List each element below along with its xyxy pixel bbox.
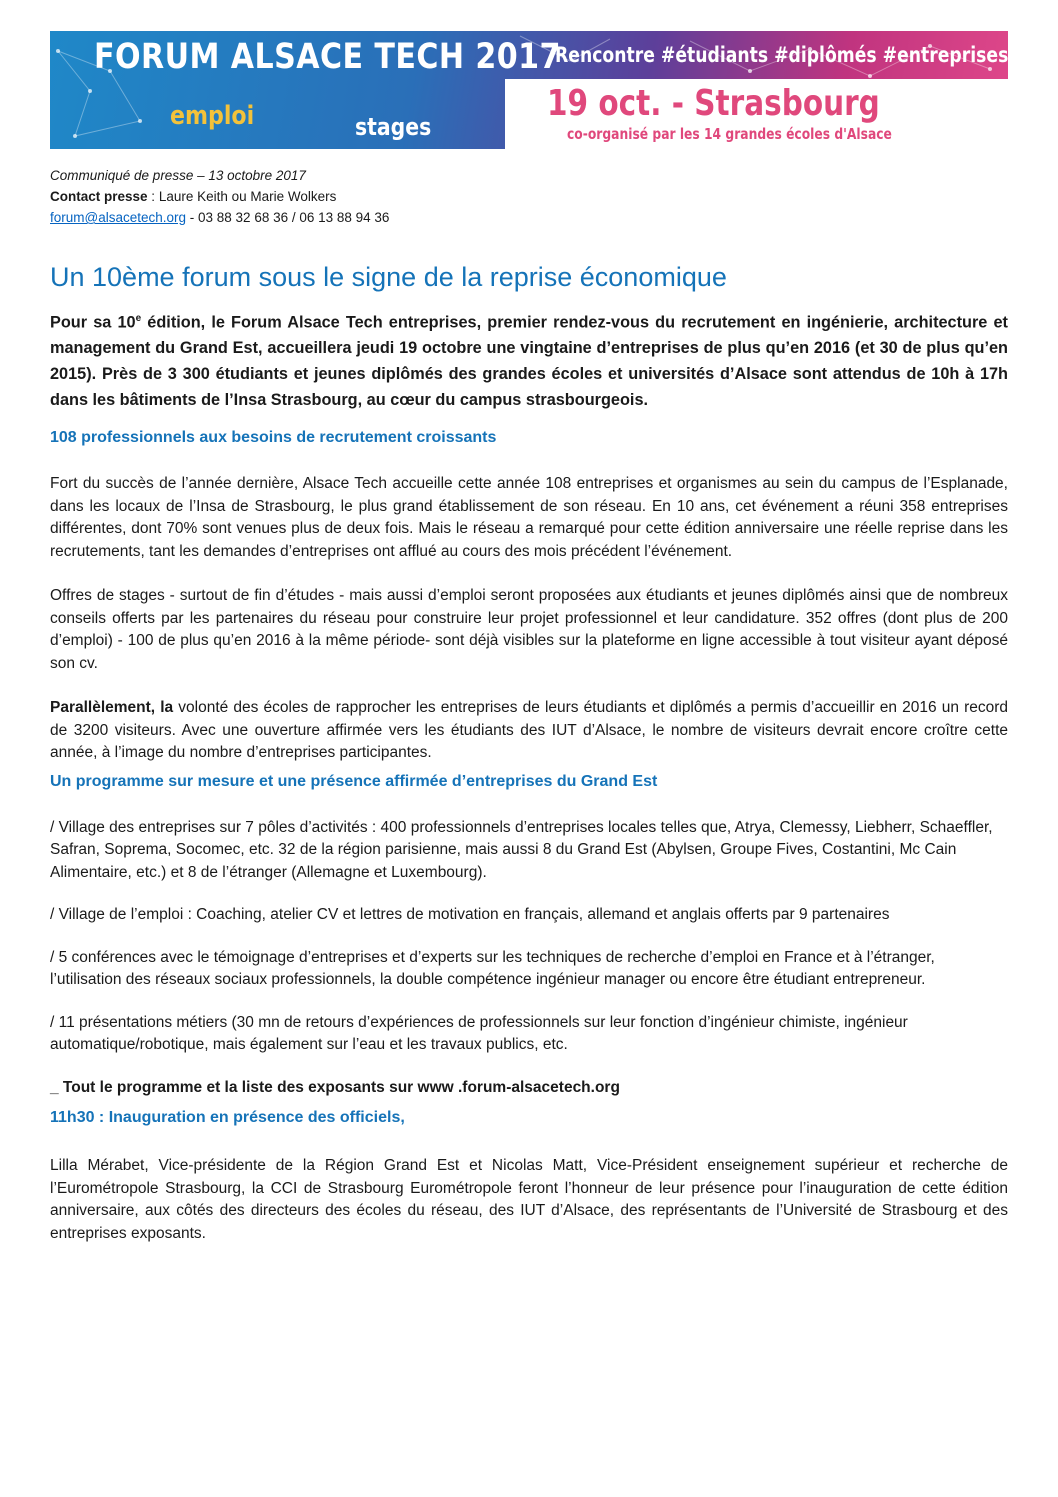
paragraph-visitors-bold: Parallèlement, la [50, 699, 174, 717]
article [50, 258, 1008, 1267]
press-phones: - 03 88 32 68 36 / 06 13 88 94 36 [186, 210, 390, 225]
banner-stages: stages [355, 113, 432, 141]
program-item: / Village de l’emploi : Coaching, atelier CV et lettres de motivation en français, allemand et anglais offerts par 9 partenaires [50, 906, 890, 924]
banner-date: 19 oct. - Strasbourg [547, 83, 880, 124]
paragraph-inauguration: Lilla Mérabet, Vice-présidente de la Région Grand Est et Nicolas Matt, Vice-Président enseignement supérieur et recherche de l’Eurométropole Strasbourg, la CCI de Strasbourg Eurométropole feront l’honneur de leur présence pour l’inauguration de cette édition anniversaire, aux côtés des directeurs des écoles du réseau, des IUT d’Alsace, des représentants de l’Université de Strasbourg et des entreprises exposants. [50, 1157, 1008, 1242]
press-header [50, 165, 389, 228]
lead-rest: édition, le Forum Alsace Tech entreprises, premier rendez-vous du recrutement en ingénierie, architecture et management du Grand Est, accueillera jeudi 19 octobre une vingtaine d’entreprises de plus qu’en 2016 (et 30 de plus qu’en 2015). Près de 3 300 étudiants et jeunes diplômés des grandes écoles et universités d’Alsace sont attendus de 10h à 17h dans les bâtiments de l’Insa Strasbourg, au cœur du campus strasbourgeois. [50, 313, 1008, 410]
contact-names: Laure Keith ou Marie Wolkers [158, 189, 337, 204]
banner-emploi: emploi [170, 101, 255, 131]
section-heading-program: Un programme sur mesure et une présence affirmée d’entreprises du Grand Est [50, 772, 658, 790]
lead-sup: e [135, 313, 142, 324]
forum-banner [50, 31, 1008, 149]
section-heading-recruitment: 108 professionnels aux besoins de recrutement croissants [50, 429, 497, 447]
page-title: Un 10ème forum sous le signe de la reprise économique [50, 262, 727, 292]
program-item: / 5 conférences avec le témoignage d’entreprises et d’experts sur les techniques de recherche d’emploi en France et à l’étranger, l’utilisation des réseaux sociaux professionnels, la double compétence ingénieur manager ou encore être étudiant entrepreneur. [50, 948, 935, 989]
paragraph-success: Fort du succès de l’année dernière, Alsace Tech accueille cette année 108 entreprises et organismes au sein du campus de l’Esplanade, dans les locaux de l’Insa de Strasbourg, le plus grand établissement de son réseau. En 10 ans, cet événement a réuni 358 entreprises différentes, dont 70% sont venues plus de deux fois. Mais le réseau a remarqué pour cette édition anniversaire une réelle reprise dans les recrutements, tant les demandes d’entreprises ont afflué au cours des mois précédent l’événement. [50, 475, 1008, 560]
paragraph-offers: Offres de stages - surtout de fin d’études - mais aussi d’emploi seront proposées aux étudiants et jeunes diplômés ainsi que de nombreux conseils offerts par les partenaires du réseau pour construire leur projet professionnel et leur candidature. 352 offres (dont plus de 200 d’emploi) - 100 de plus qu’en 2016 à la même période- sont déjà visibles sur la plateforme en ligne accessible à tout visiteur ayant déposé son cv. [50, 587, 1008, 672]
banner-tagline: Rencontre #étudiants #diplômés #entreprises [555, 43, 1008, 67]
program-link-line: _ Tout le programme et la liste des exposants sur www .forum-alsacetech.org [50, 1078, 620, 1096]
banner-title: FORUM ALSACE TECH 2017 [94, 37, 561, 77]
lead-paragraph [50, 306, 1008, 413]
banner-coorganized: co-organisé par les 14 grandes écoles d'Alsace [567, 125, 892, 143]
press-contact [50, 186, 389, 207]
program-item: / 11 présentations métiers (30 mn de retours d’expériences de professionnels sur leur fonction d’ingénieur chimiste, ingénieur automatique/robotique, mais également sur l’eau et les travaux publics, etc. [50, 1013, 908, 1054]
contact-separator: : [147, 189, 159, 204]
program-item: / Village des entreprises sur 7 pôles d’activités : 400 professionnels d’entreprises locales telles que, Atrya, Clemessy, Liebherr, Schaeffler, Safran, Soprema, Socomec, etc. 32 de la région parisienne, mais aussi 8 du Grand Est (Abylsen, Groupe Fives, Costantini, Mc Cain Alimentaire, etc.) et 8 de l’étranger (Allemagne et Luxembourg). [50, 818, 993, 881]
paragraph-visitors [50, 697, 1008, 765]
section-heading-inauguration: 11h30 : Inauguration en présence des officiels, [50, 1109, 405, 1127]
paragraph-visitors-rest: volonté des écoles de rapprocher les entreprises de leurs étudiants et diplômés a permis d’accueillir en 2016 un record de 3200 visiteurs. Avec une ouverture affirmée vers les étudiants des IUT d’Alsace, le nombre de visiteurs devrait encore croître cette année, à l’image du nombre d’entreprises participantes. [50, 699, 1009, 762]
press-date: Communiqué de presse – 13 octobre 2017 [50, 168, 306, 183]
contact-label: Contact presse [50, 189, 148, 204]
press-email-link[interactable]: forum@alsacetech.org [50, 210, 187, 225]
press-email-line [50, 207, 389, 228]
lead-start: Pour sa 10 [50, 313, 136, 332]
